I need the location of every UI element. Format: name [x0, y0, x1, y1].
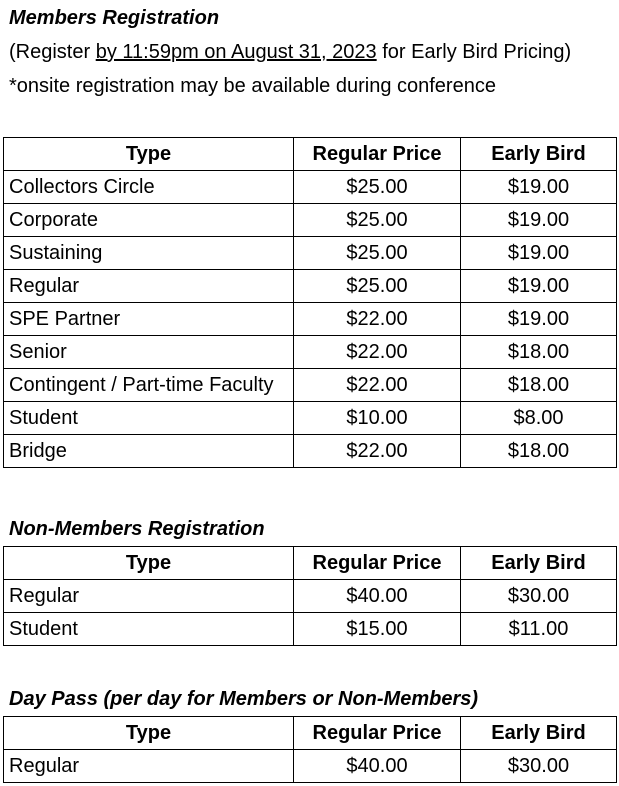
onsite-registration-note: *onsite registration may be available during conference	[9, 75, 496, 97]
row-early-bird: $18.00	[461, 336, 617, 369]
row-type: Regular	[4, 750, 294, 783]
row-type: Regular	[4, 580, 294, 613]
table-row	[4, 750, 617, 783]
table-header-row	[4, 138, 617, 171]
table-row	[4, 204, 617, 237]
header-early-bird: Early Bird	[461, 138, 617, 171]
day-pass-title: Day Pass (per day for Members or Non-Members)	[9, 688, 479, 710]
row-regular-price: $25.00	[294, 171, 461, 204]
row-regular-price: $25.00	[294, 270, 461, 303]
header-regular-price: Regular Price	[294, 138, 461, 171]
row-early-bird: $8.00	[461, 402, 617, 435]
members-price-table	[3, 137, 617, 468]
row-early-bird: $30.00	[461, 750, 617, 783]
row-regular-price: $25.00	[294, 204, 461, 237]
header-regular-price: Regular Price	[294, 547, 461, 580]
table-header-row	[4, 547, 617, 580]
row-type: Regular	[4, 270, 294, 303]
row-early-bird: $18.00	[461, 369, 617, 402]
table-row	[4, 303, 617, 336]
table-row	[4, 580, 617, 613]
row-early-bird: $19.00	[461, 303, 617, 336]
deadline-text: by 11:59pm on August 31, 2023	[95, 41, 377, 63]
row-early-bird: $11.00	[461, 613, 617, 646]
note-suffix: for Early Bird Pricing)	[376, 41, 572, 63]
row-early-bird: $19.00	[461, 171, 617, 204]
row-regular-price: $40.00	[294, 750, 461, 783]
table-row	[4, 613, 617, 646]
table-row	[4, 336, 617, 369]
row-type: Student	[4, 613, 294, 646]
header-early-bird: Early Bird	[461, 717, 617, 750]
row-early-bird: $19.00	[461, 270, 617, 303]
row-regular-price: $15.00	[294, 613, 461, 646]
header-regular-price: Regular Price	[294, 717, 461, 750]
table-row	[4, 435, 617, 468]
row-type: Senior	[4, 336, 294, 369]
day-pass-price-table	[3, 716, 617, 783]
row-type: Student	[4, 402, 294, 435]
header-early-bird: Early Bird	[461, 547, 617, 580]
row-regular-price: $22.00	[294, 369, 461, 402]
table-row	[4, 237, 617, 270]
note-prefix: (Register	[9, 41, 96, 63]
table-row	[4, 369, 617, 402]
table-row	[4, 270, 617, 303]
row-early-bird: $19.00	[461, 204, 617, 237]
table-row	[4, 402, 617, 435]
row-regular-price: $22.00	[294, 336, 461, 369]
row-type: Collectors Circle	[4, 171, 294, 204]
row-early-bird: $18.00	[461, 435, 617, 468]
row-early-bird: $30.00	[461, 580, 617, 613]
row-regular-price: $22.00	[294, 435, 461, 468]
non-members-price-table	[3, 546, 617, 646]
row-regular-price: $22.00	[294, 303, 461, 336]
row-type: SPE Partner	[4, 303, 294, 336]
row-regular-price: $25.00	[294, 237, 461, 270]
row-type: Sustaining	[4, 237, 294, 270]
row-type: Contingent / Part-time Faculty	[4, 369, 294, 402]
members-registration-title: Members Registration	[9, 7, 220, 29]
row-type: Corporate	[4, 204, 294, 237]
row-type: Bridge	[4, 435, 294, 468]
non-members-registration-title: Non-Members Registration	[9, 518, 265, 540]
early-bird-deadline-note	[9, 40, 571, 64]
row-regular-price: $40.00	[294, 580, 461, 613]
table-row	[4, 171, 617, 204]
header-type: Type	[4, 717, 294, 750]
header-type: Type	[4, 138, 294, 171]
row-regular-price: $10.00	[294, 402, 461, 435]
table-header-row	[4, 717, 617, 750]
header-type: Type	[4, 547, 294, 580]
row-early-bird: $19.00	[461, 237, 617, 270]
